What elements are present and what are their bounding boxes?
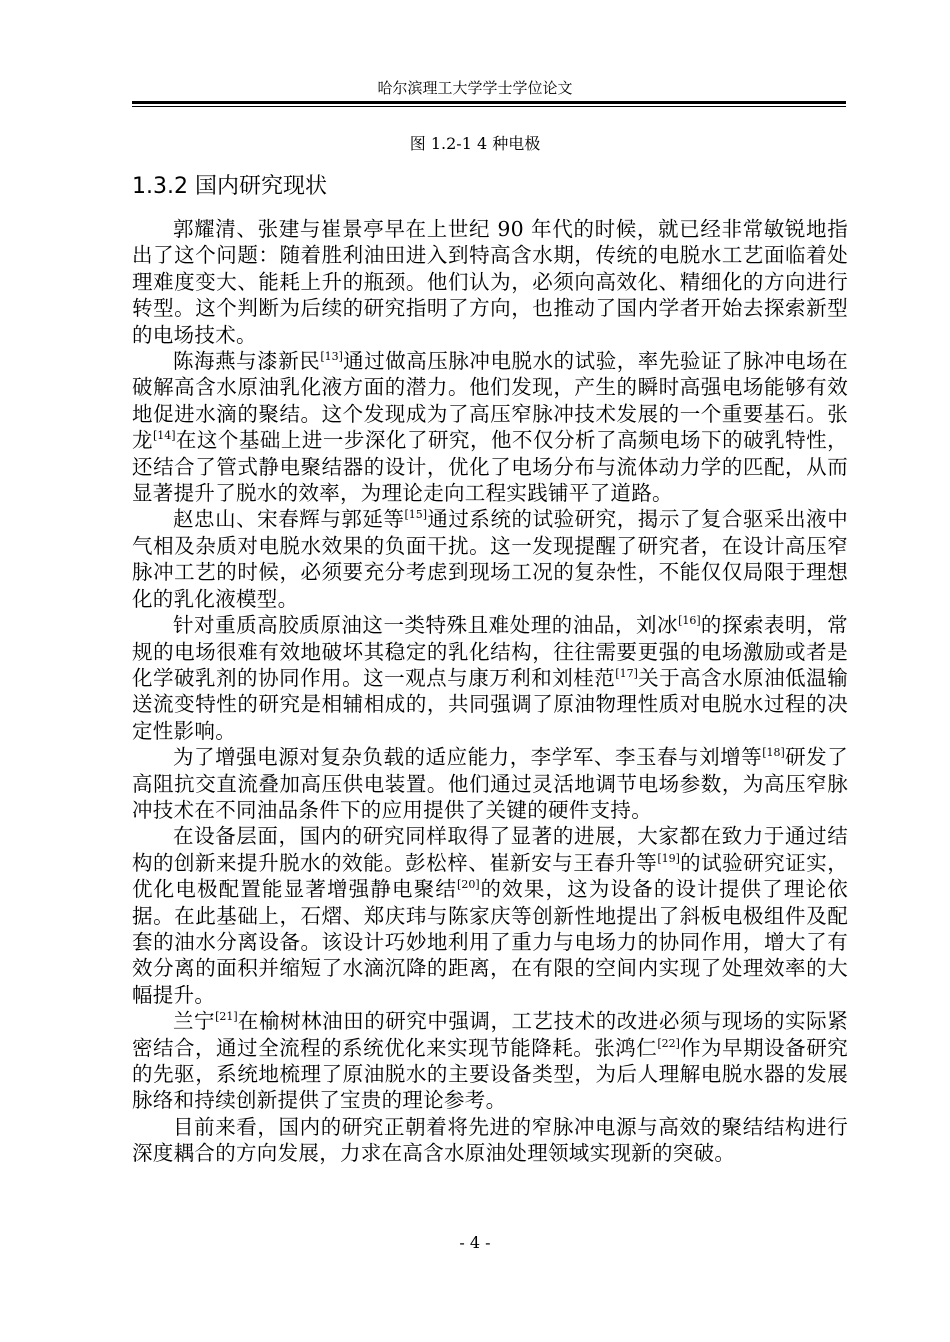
- paragraph-text: 研发了高阻抗交直流叠加高压供电装置。他们通过灵活地调节电场参数，为高压窄脉冲技术在不同油品条件下的应用提供了关键的硬件支持。: [132, 745, 848, 822]
- citation-ref: [18]: [762, 746, 785, 760]
- paragraph: [132, 744, 848, 823]
- page-number: - 4 -: [459, 1233, 491, 1252]
- paragraph-text: 在设备层面，国内的研究同样取得了显著的进展，大家都在致力于通过结构的创新来提升脱水的效能。彭松梓、崔新安与王春升等: [132, 824, 848, 875]
- paragraph-text: 的探索表明，常规的电场很难有效地破坏其稳定的乳化结构，往往需要更强的电场激励或者是化学破乳剂的协同作用。这一观点与康万利和刘桂范: [132, 613, 848, 690]
- paragraph-text: 陈海燕与漆新民: [173, 349, 321, 374]
- paragraph-text: 的试验研究证实，优化电极配置能显著增强静电聚结: [132, 850, 849, 902]
- paragraph: [132, 348, 848, 506]
- header-rule-thin: [132, 106, 846, 107]
- body-text: [132, 216, 848, 1167]
- citation-ref: [14]: [153, 429, 176, 443]
- citation-ref: [13]: [320, 350, 343, 364]
- citation-ref: [16]: [678, 614, 701, 628]
- citation-ref: [17]: [615, 666, 638, 680]
- paragraph-text: 目前来看，国内的研究正朝着将先进的窄脉冲电源与高效的聚结结构进行深度耦合的方向发展，力求在高含水原油处理领域实现新的突破。: [132, 1114, 848, 1166]
- paragraph: [132, 216, 848, 348]
- citation-ref: [22]: [657, 1036, 680, 1050]
- paragraph-text: 作为早期设备研究的先驱，系统地梳理了原油脱水的主要设备类型，为后人理解电脱水器的发展脉络和持续创新提供了宝贵的理论参考。: [132, 1035, 849, 1113]
- header-rule-thick: [132, 101, 846, 104]
- citation-ref: [20]: [457, 878, 480, 892]
- figure-caption: 图 1.2-1 4 种电极: [409, 134, 541, 153]
- citation-ref: [19]: [657, 851, 680, 865]
- section-heading: 1.3.2 国内研究现状: [132, 174, 327, 199]
- paragraph-text: 赵忠山、宋春辉与郭延等: [173, 507, 405, 532]
- paragraph-text: 通过系统的试验研究，揭示了复合驱采出液中气相及杂质对电脱水效果的负面干扰。这一发现提醒了研究者，在设计高压窄脉冲工艺的时候，必须要充分考虑到现场工况的复杂性，不能仅仅局限于理想化的乳化液模型。: [132, 507, 848, 611]
- paragraph-text: 在这个基础上进一步深化了研究，他不仅分析了高频电场下的破乳特性，还结合了管式静电聚结器的设计，优化了电场分布与流体动力学的匹配，从而显著提升了脱水的效率，为理论走向工程实践铺平了道路。: [132, 428, 848, 506]
- paragraph-text: 的效果，这为设备的设计提供了理论依据。在此基础上，石熠、郑庆玮与陈家庆等创新性地提出了斜板电极组件及配套的油水分离设备。该设计巧妙地利用了重力与电场力的协同作用，增大了有效分离的面积并缩短了水滴沉降的距离，在有限的空间内实现了处理效率的大幅提升。: [132, 877, 848, 1007]
- paragraph-text: 针对重质高胶质原油这一类特殊且难处理的油品，刘冰: [173, 613, 679, 638]
- paragraph: [132, 823, 848, 1008]
- paragraph-text: 兰宁: [173, 1009, 216, 1034]
- paragraph: [132, 1114, 848, 1167]
- paragraph-text: 郭耀清、张建与崔景亭早在上世纪 90 年代的时候，就已经非常敏锐地指出了这个问题：随着胜利油田进入到特高含水期，传统的电脱水工艺面临着处理难度变大、能耗上升的瓶颈。他们认为，必须向高效化、精细化的方向进行转型。这个判断为后续的研究指明了方向，也推动了国内学者开始去探索新型的电场技术。: [132, 217, 848, 347]
- page-header: 哈尔滨理工大学学士学位论文: [377, 79, 573, 97]
- paragraph-text: 关于高含水原油低温输送流变特性的研究是相辅相成的，共同强调了原油物理性质对电脱水过程的决定性影响。: [132, 665, 848, 743]
- paragraph-text: 在榆树林油田的研究中强调，工艺技术的改进必须与现场的实际紧密结合，通过全流程的系统优化来实现节能降耗。张鸿仁: [132, 1009, 848, 1060]
- paragraph: [132, 612, 848, 744]
- citation-ref: [15]: [404, 508, 428, 522]
- paragraph-text: 通过做高压脉冲电脱水的试验，率先验证了脉冲电场在破解高含水原油乳化液方面的潜力。他们发现，产生的瞬时高强电场能够有效地促进水滴的聚结。这个发现成为了高压窄脉冲技术发展的一个重要基石。张龙: [132, 349, 848, 453]
- paragraph: [132, 506, 848, 612]
- citation-ref: [21]: [215, 1010, 238, 1024]
- paragraph-text: 为了增强电源对复杂负载的适应能力，李学军、李玉春与刘增等: [173, 745, 763, 770]
- paragraph: [132, 1008, 848, 1114]
